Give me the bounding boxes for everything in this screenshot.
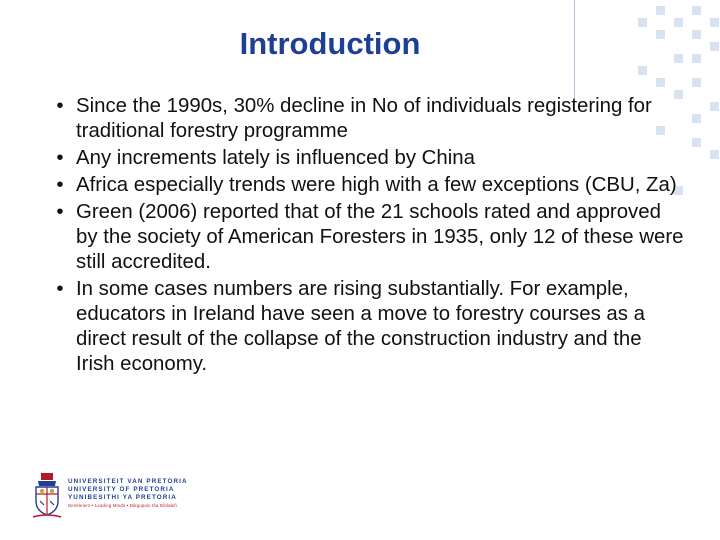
bullet-item <box>44 277 684 377</box>
bullet-marker: • <box>56 201 64 223</box>
bullet-text: Since the 1990s, 30% decline in No of individuals registering for traditional forestry programme <box>76 95 652 142</box>
bullet-text: Africa especially trends were high with a few exceptions (CBU, Za) <box>76 174 677 196</box>
bullet-marker: • <box>56 147 64 169</box>
bullet-marker: • <box>56 95 64 117</box>
logo-motto: Denkleiers • Leading Minds • Dikgopolo tša Dihlalefi <box>68 503 177 508</box>
bullet-item <box>44 146 684 171</box>
bullet-item <box>44 94 684 144</box>
logo-line-afrikaans: UNIVERSITEIT VAN PRETORIA <box>68 478 188 485</box>
bullet-marker: • <box>56 278 64 300</box>
university-crest-icon <box>32 473 62 519</box>
slide-title: Introduction <box>239 26 421 61</box>
university-name <box>68 478 208 509</box>
university-logo <box>32 473 202 523</box>
logo-line-sepedi: YUNIBESITHI YA PRETORIA <box>68 494 177 501</box>
bullet-text: In some cases numbers are rising substantially. For example, educators in Ireland have seen a move to forestry courses as a direct result of the collapse of the construction industry and the Irish economy. <box>76 278 645 375</box>
bullet-item <box>44 200 684 275</box>
bullet-text: Any increments lately is influenced by China <box>76 147 475 169</box>
bullet-list <box>44 94 684 379</box>
logo-line-english: UNIVERSITY OF PRETORIA <box>68 486 175 493</box>
bullet-marker: • <box>56 174 64 196</box>
bullet-item <box>44 173 684 198</box>
bullet-text: Green (2006) reported that of the 21 schools rated and approved by the society of American Foresters in 1935, only 12 of these were still accredited. <box>76 201 684 273</box>
